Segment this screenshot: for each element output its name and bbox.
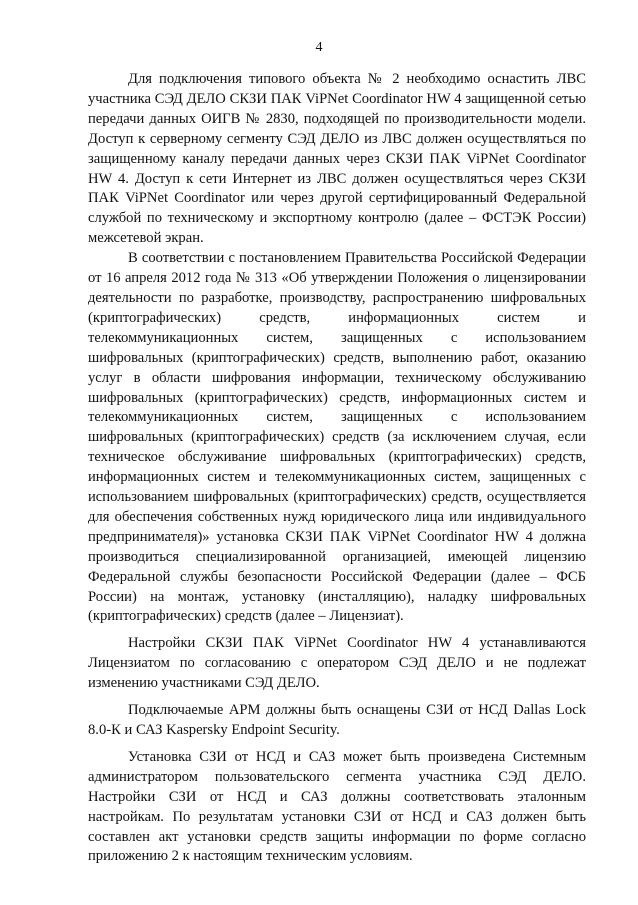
paragraph-settings-licensee: Настройки СКЗИ ПАК ViPNet Coordinator HW 4 устанавливаются Лицензиатом по согласованию с оператором СЭД ДЕЛО и не подлежат изменению участниками СЭД ДЕЛО. <box>88 635 586 692</box>
paragraph-licensing-requirements: В соответствии с постановлением Правительства Российской Федерации от 16 апреля 2012 года № 313 «Об утверждении Положения о лицензировании деятельности по разработке, производству, распространению шифровальных (криптографических) средств, информационных систем и телекоммуникационных систем, защищенных с использованием шифровальных (криптографических) средств, выполнению работ, оказанию услуг в области шифрования информации, техническому обслуживанию шифровальных (криптографических) средств, информационных систем и телекоммуникационных систем, защищенных с использованием шифровальных (криптографических) средств (за исключением случая, если техническое обслуживание шифровальных (криптографических) средств, информационных систем и телекоммуникационных систем, защищенных с использованием шифровальных (криптографических) средств, осуществляется для обеспечения собственных нужд юридического лица или индивидуального предпринимателя)» установка СКЗИ ПАК ViPNet Coordinator HW 4 должна производиться специализированной организацией, имеющей лицензию Федеральной службы безопасности Российской Федерации (далее – ФСБ России) на монтаж, установку (инсталляцию), наладку шифровальных (криптографических) средств (далее – Лицензиат). <box>88 250 586 625</box>
paragraph-workstation-protection: Подключаемые АРМ должны быть оснащены СЗИ от НСД Dallas Lock 8.0-К и САЗ Kaspersky Endpoint Security. <box>88 702 586 738</box>
paragraph-installation-act: Установка СЗИ от НСД и САЗ может быть произведена Системным администратором пользовательского сегмента участника СЭД ДЕЛО. Настройки СЗИ от НСД и САЗ должны соответствовать эталонным настройкам. По результатам установки СЗИ от НСД и САЗ должен быть составлен акт установки средств защиты информации по форме согласно приложению 2 к настоящим техническим условиям. <box>88 748 586 865</box>
document-body <box>88 70 586 867</box>
paragraph-network-connection: Для подключения типового объекта № 2 необходимо оснастить ЛВС участника СЭД ДЕЛО СКЗИ ПАК ViPNet Coordinator HW 4 защищенной сетью передачи данных ОИГВ № 2830, подходящей по производительности модели. Доступ к серверному сегменту СЭД ДЕЛО из ЛВС должен осуществляться по защищенному каналу передачи данных через СКЗИ ПАК ViPNet Coordinator HW 4. Доступ к сети Интернет из ЛВС должен осуществляться через СКЗИ ПАК ViPNet Coordinator или через другой сертифицированный Федеральной службой по техническому и экспортному контролю (далее – ФСТЭК России) межсетевой экран. <box>88 71 586 247</box>
page-number: 4 <box>315 40 323 55</box>
